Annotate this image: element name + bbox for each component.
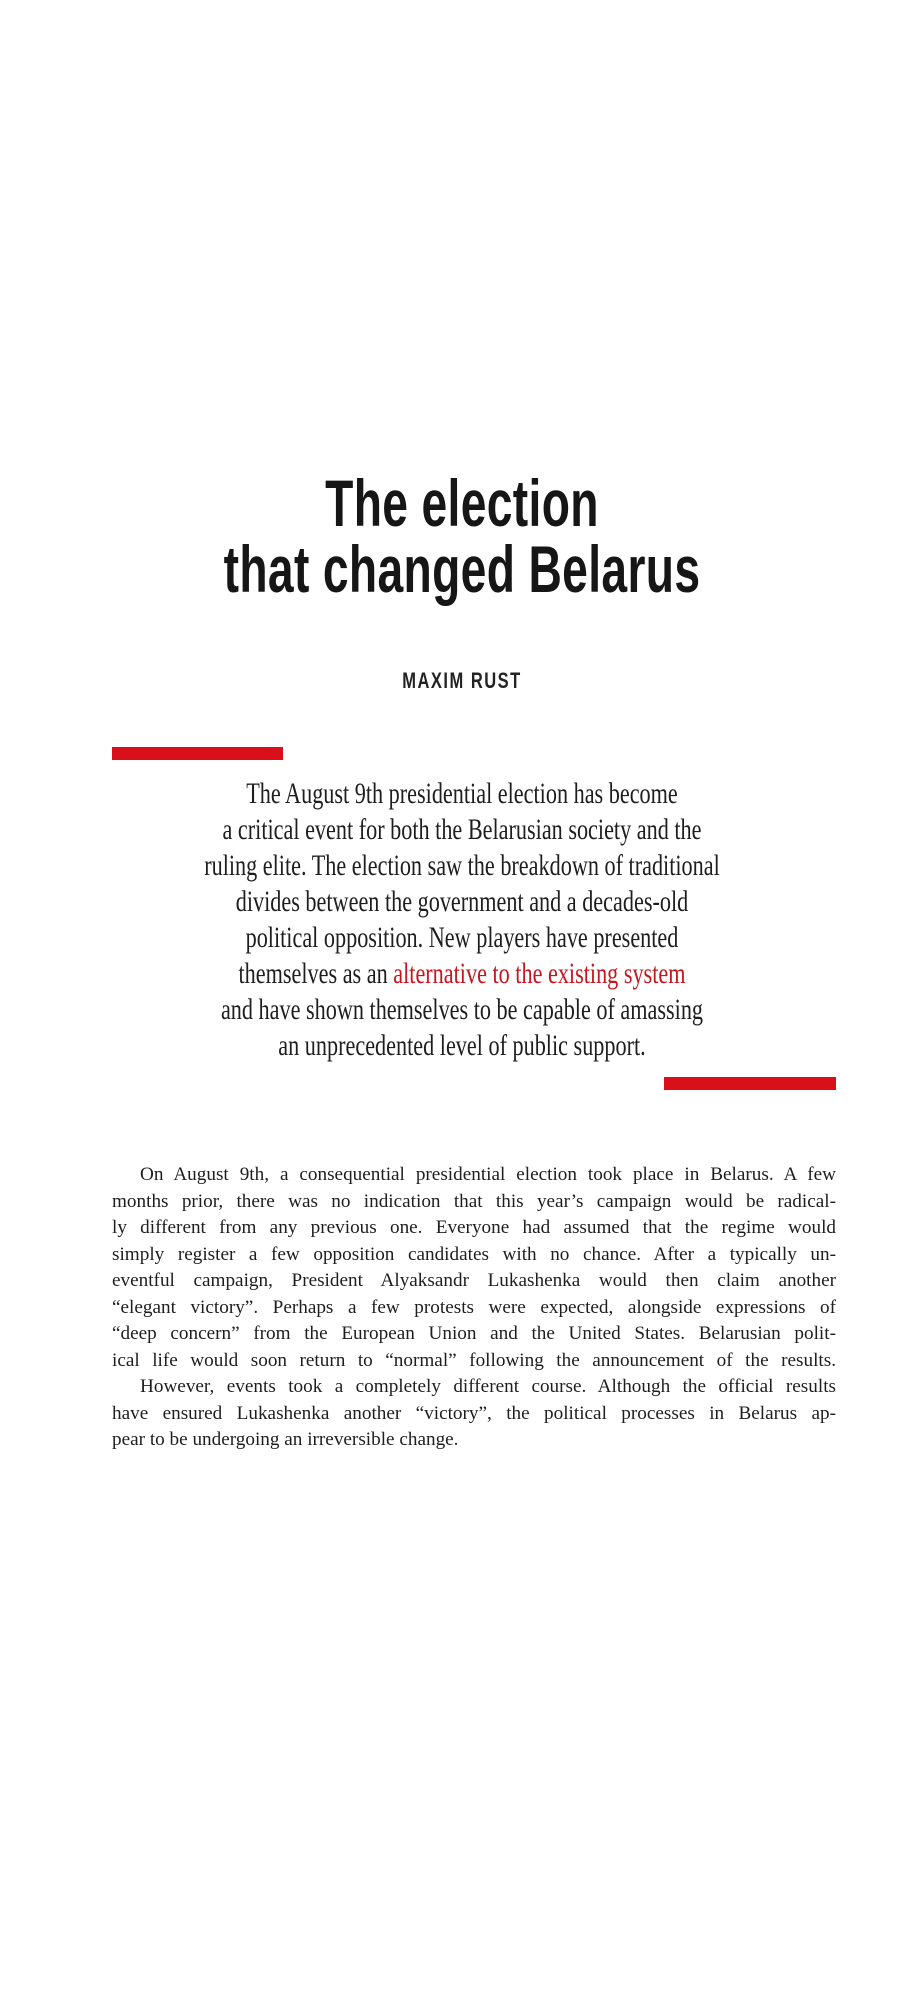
lead-line: an unprecedented level of public support.	[278, 1029, 646, 1062]
body-line: pear to be undergoing an irreversible change.	[112, 1429, 459, 1450]
title-line: that changed Belarus	[223, 532, 701, 606]
red-accent-bar-bottom	[664, 1077, 836, 1090]
lead-paragraph	[166, 776, 758, 1064]
body-line: ly different from any previous one. Everyone had assumed that the regime would	[112, 1217, 836, 1238]
lead-line: The August 9th presidential election has become	[246, 777, 678, 810]
lead-line: a critical event for both the Belarusian society and the	[222, 813, 702, 846]
red-accent-bar-top	[112, 747, 283, 760]
title-line: The election	[325, 466, 599, 540]
lead-highlight: alternative to the existing system	[393, 957, 686, 990]
lead-line: political opposition. New players have presented	[245, 921, 679, 954]
body-line: simply register a few opposition candidates with no chance. After a typically un-	[112, 1243, 836, 1265]
lead-line: ruling elite. The election saw the breakdown of traditional	[204, 849, 720, 882]
author-byline: MAXIM RUST	[402, 668, 522, 693]
article-title	[0, 466, 924, 606]
lead-line: divides between the government and a decades-old	[235, 885, 689, 918]
lead-text: themselves as an	[238, 957, 394, 990]
body-line: months prior, there was no indication that this year’s campaign would be radical-	[112, 1190, 836, 1212]
lead-line	[166, 956, 758, 992]
body-line: “elegant victory”. Perhaps a few protests were expected, alongside expressions of	[112, 1296, 836, 1318]
body-line: On August 9th, a consequential presidential election took place in Belarus. A few	[140, 1164, 836, 1185]
body-line: ical life would soon return to “normal” following the announcement of the results.	[112, 1349, 836, 1371]
body-line: have ensured Lukashenka another “victory”, the political processes in Belarus ap-	[112, 1402, 836, 1424]
body-line: “deep concern” from the European Union and the United States. Belarusian polit-	[112, 1323, 836, 1344]
lead-line: and have shown themselves to be capable of amassing	[220, 993, 704, 1026]
body-line: eventful campaign, President Alyaksandr Lukashenka would then claim another	[112, 1270, 836, 1291]
article-body	[112, 1162, 836, 1454]
body-line: However, events took a completely different course. Although the official results	[140, 1376, 836, 1397]
